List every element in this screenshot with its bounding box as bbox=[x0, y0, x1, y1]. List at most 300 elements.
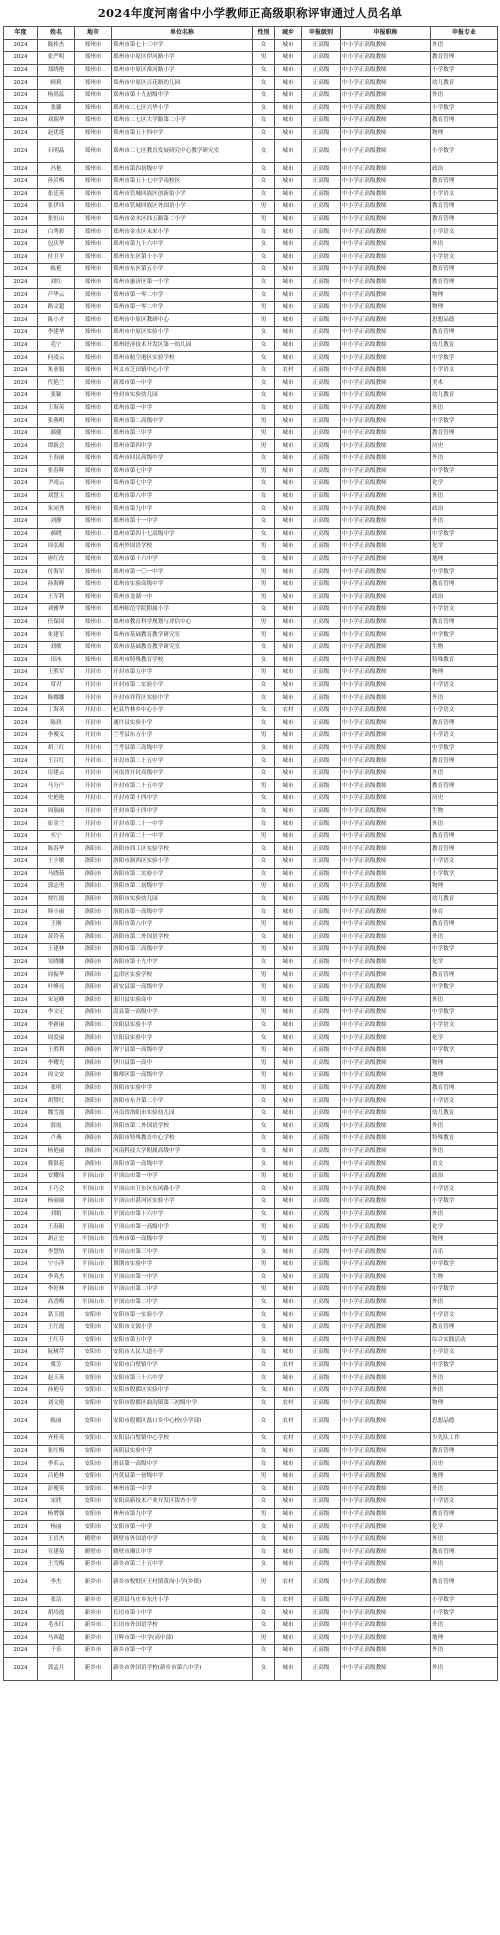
cell-unit: 宜阳县实验中学 bbox=[112, 1032, 253, 1045]
cell-year: 2024 bbox=[4, 1246, 38, 1259]
cell-name: 付卫平 bbox=[38, 251, 75, 264]
cell-city: 平顶山市 bbox=[75, 1233, 112, 1246]
cell-gender: 女 bbox=[253, 390, 275, 403]
cell-name: 宋欣 bbox=[38, 1496, 75, 1509]
cell-title: 中小学正高级教师 bbox=[341, 667, 431, 680]
table-row bbox=[4, 1082, 498, 1095]
cell-name: 崔金兰 bbox=[38, 818, 75, 831]
cell-unit: 开封市第二实验小学 bbox=[112, 679, 253, 692]
cell-urban-rural: 城市 bbox=[275, 352, 302, 365]
cell-level: 正高级 bbox=[302, 843, 341, 856]
cell-name: 黄铃英 bbox=[38, 931, 75, 944]
cell-name: 张春辉 bbox=[38, 465, 75, 478]
table-row bbox=[4, 767, 498, 780]
cell-gender: 女 bbox=[253, 1334, 275, 1347]
cell-urban-rural: 城市 bbox=[275, 213, 302, 226]
cell-unit: 郑州市第三中学 bbox=[112, 427, 253, 440]
cell-city: 郑州市 bbox=[75, 591, 112, 604]
cell-subject: 教育管理 bbox=[431, 780, 498, 793]
cell-urban-rural: 城市 bbox=[275, 1309, 302, 1322]
cell-gender: 女 bbox=[253, 39, 275, 52]
cell-urban-rural: 城市 bbox=[275, 490, 302, 503]
cell-title: 中小学正高级教师 bbox=[341, 704, 431, 717]
cell-unit: 洛阳市特殊教育中心学校 bbox=[112, 1133, 253, 1146]
table-row bbox=[4, 238, 498, 251]
cell-city: 洛阳市 bbox=[75, 893, 112, 906]
cell-title: 中小学正高级教师 bbox=[341, 1445, 431, 1458]
cell-subject: 特殊教育 bbox=[431, 1133, 498, 1146]
cell-urban-rural: 城市 bbox=[275, 1483, 302, 1496]
cell-title: 中小学正高级教师 bbox=[341, 515, 431, 528]
cell-unit: 洛宁县第一高级中学 bbox=[112, 1044, 253, 1057]
cell-title: 中小学正高级教师 bbox=[341, 102, 431, 115]
cell-year: 2024 bbox=[4, 1196, 38, 1209]
cell-year: 2024 bbox=[4, 944, 38, 957]
cell-urban-rural: 城市 bbox=[275, 1170, 302, 1183]
cell-year: 2024 bbox=[4, 1120, 38, 1133]
cell-title: 中小学正高级教师 bbox=[341, 364, 431, 377]
cell-level: 正高级 bbox=[302, 1384, 341, 1397]
cell-city: 安阳市 bbox=[75, 1347, 112, 1360]
cell-city: 洛阳市 bbox=[75, 856, 112, 869]
cell-urban-rural: 城市 bbox=[275, 1107, 302, 1120]
cell-unit: 开封市第十四中学 bbox=[112, 793, 253, 806]
cell-title: 中小学正高级教师 bbox=[341, 1470, 431, 1483]
cell-title: 中小学正高级教师 bbox=[341, 994, 431, 1007]
cell-name: 周文安 bbox=[38, 1070, 75, 1083]
cell-name: 李耀光 bbox=[38, 1057, 75, 1070]
cell-city: 郑州市 bbox=[75, 89, 112, 102]
cell-name: 胡赞红 bbox=[38, 1095, 75, 1108]
cell-level: 正高级 bbox=[302, 1309, 341, 1322]
cell-urban-rural: 城市 bbox=[275, 515, 302, 528]
cell-year: 2024 bbox=[4, 77, 38, 90]
cell-unit: 郑州市二七区兴华小学 bbox=[112, 102, 253, 115]
cell-title: 中小学正高级教师 bbox=[341, 339, 431, 352]
cell-subject: 外语 bbox=[431, 515, 498, 528]
cell-subject: 教育管理 bbox=[431, 276, 498, 289]
cell-gender: 男 bbox=[253, 301, 275, 314]
cell-title: 中小学正高级教师 bbox=[341, 1133, 431, 1146]
cell-title: 中小学正高级教师 bbox=[341, 1521, 431, 1534]
cell-level: 正高级 bbox=[302, 402, 341, 415]
cell-city: 新乡市 bbox=[75, 1619, 112, 1632]
cell-unit: 郑州市航空港区实验学校 bbox=[112, 352, 253, 365]
cell-level: 正高级 bbox=[302, 201, 341, 214]
cell-city: 郑州市 bbox=[75, 52, 112, 65]
cell-name: 李文正 bbox=[38, 1007, 75, 1020]
cell-name: 阮树芹 bbox=[38, 1347, 75, 1360]
cell-title: 中小学正高级教师 bbox=[341, 1082, 431, 1095]
cell-urban-rural: 城市 bbox=[275, 415, 302, 428]
cell-title: 中小学正高级教师 bbox=[341, 692, 431, 705]
cell-city: 平顶山市 bbox=[75, 1196, 112, 1209]
document-title: 2024年度河南省中小学教师正高级职称评审通过人员名单 bbox=[97, 6, 403, 20]
cell-urban-rural: 城市 bbox=[275, 1070, 302, 1083]
cell-subject: 小学数学 bbox=[431, 1594, 498, 1607]
cell-gender: 女 bbox=[253, 1107, 275, 1120]
cell-year: 2024 bbox=[4, 1508, 38, 1521]
cell-title: 中小学正高级教师 bbox=[341, 1496, 431, 1509]
table-row bbox=[4, 352, 498, 365]
cell-name: 王百红 bbox=[38, 755, 75, 768]
cell-year: 2024 bbox=[4, 1397, 38, 1410]
cell-name: 张璐 bbox=[38, 102, 75, 115]
table-row bbox=[4, 1145, 498, 1158]
cell-city: 郑州市 bbox=[75, 629, 112, 642]
cell-urban-rural: 城市 bbox=[275, 175, 302, 188]
cell-name: 胡三红 bbox=[38, 742, 75, 755]
table-row bbox=[4, 578, 498, 591]
cell-gender: 女 bbox=[253, 1619, 275, 1632]
table-row bbox=[4, 1221, 498, 1234]
cell-gender: 女 bbox=[253, 1657, 275, 1680]
cell-urban-rural: 城市 bbox=[275, 1645, 302, 1658]
cell-year: 2024 bbox=[4, 541, 38, 554]
cell-unit: 汝阳县实验小学 bbox=[112, 1019, 253, 1032]
cell-unit: 洛阳市第二外国语学校 bbox=[112, 1120, 253, 1133]
cell-unit: 安阳市文源小学 bbox=[112, 1321, 253, 1334]
cell-unit: 偃师区第一高级中学 bbox=[112, 1070, 253, 1083]
cell-gender: 男 bbox=[253, 566, 275, 579]
cell-name: 王岩杰 bbox=[38, 1533, 75, 1546]
cell-level: 正高级 bbox=[302, 856, 341, 869]
cell-urban-rural: 农村 bbox=[275, 1410, 302, 1433]
cell-subject: 体育 bbox=[431, 906, 498, 919]
cell-city: 郑州市 bbox=[75, 566, 112, 579]
cell-level: 正高级 bbox=[302, 994, 341, 1007]
cell-city: 开封市 bbox=[75, 767, 112, 780]
cell-unit: 新郑市第一中学 bbox=[112, 377, 253, 390]
cell-title: 中小学正高级教师 bbox=[341, 578, 431, 591]
cell-gender: 男 bbox=[253, 213, 275, 226]
cell-subject: 外语 bbox=[431, 1372, 498, 1385]
cell-name: 韩小丽 bbox=[38, 906, 75, 919]
cell-unit: 杞县竹林乡中心小学 bbox=[112, 704, 253, 717]
cell-level: 正高级 bbox=[302, 1221, 341, 1234]
cell-name: 于乐 bbox=[38, 1645, 75, 1658]
cell-urban-rural: 城市 bbox=[275, 730, 302, 743]
cell-gender: 男 bbox=[253, 541, 275, 554]
cell-level: 正高级 bbox=[302, 906, 341, 919]
cell-city: 郑州市 bbox=[75, 541, 112, 554]
cell-gender: 女 bbox=[253, 1208, 275, 1221]
cell-title: 中小学正高级教师 bbox=[341, 1410, 431, 1433]
cell-name: 尹靖云 bbox=[38, 478, 75, 491]
cell-level: 正高级 bbox=[302, 591, 341, 604]
cell-city: 新乡市 bbox=[75, 1632, 112, 1645]
cell-name: 刘娟 bbox=[38, 1208, 75, 1221]
cell-year: 2024 bbox=[4, 981, 38, 994]
cell-name: 常君 bbox=[38, 679, 75, 692]
cell-year: 2024 bbox=[4, 641, 38, 654]
table-row bbox=[4, 140, 498, 163]
cell-city: 平顶山市 bbox=[75, 1271, 112, 1284]
cell-unit: 郑州市第七十三中学 bbox=[112, 39, 253, 52]
cell-year: 2024 bbox=[4, 213, 38, 226]
cell-title: 中小学正高级教师 bbox=[341, 868, 431, 881]
cell-city: 平顶山市 bbox=[75, 1221, 112, 1234]
cell-year: 2024 bbox=[4, 830, 38, 843]
cell-level: 正高级 bbox=[302, 641, 341, 654]
cell-city: 新乡市 bbox=[75, 1645, 112, 1658]
column-header: 地市 bbox=[75, 27, 112, 40]
cell-unit: 嵩县第一高级中学 bbox=[112, 1007, 253, 1020]
column-header: 姓名 bbox=[38, 27, 75, 40]
cell-year: 2024 bbox=[4, 264, 38, 277]
cell-unit: 延津县马庄乡东庄小学 bbox=[112, 1594, 253, 1607]
cell-name: 安耀伟 bbox=[38, 1170, 75, 1183]
cell-city: 平顶山市 bbox=[75, 1170, 112, 1183]
cell-unit: 内黄县第一初级中学 bbox=[112, 1470, 253, 1483]
cell-subject: 外语 bbox=[431, 931, 498, 944]
cell-urban-rural: 城市 bbox=[275, 390, 302, 403]
cell-unit: 洛阳市第十九中学 bbox=[112, 956, 253, 969]
cell-subject: 小学语文 bbox=[431, 1095, 498, 1108]
cell-year: 2024 bbox=[4, 553, 38, 566]
cell-city: 平顶山市 bbox=[75, 1259, 112, 1272]
cell-level: 正高级 bbox=[302, 465, 341, 478]
cell-title: 中小学正高级教师 bbox=[341, 352, 431, 365]
cell-name: 史艳艳 bbox=[38, 793, 75, 806]
table-row bbox=[4, 1321, 498, 1334]
cell-gender: 女 bbox=[253, 604, 275, 617]
table-row bbox=[4, 956, 498, 969]
cell-title: 中小学正高级教师 bbox=[341, 1044, 431, 1057]
cell-urban-rural: 城市 bbox=[275, 52, 302, 65]
cell-unit: 鹤壁市外国语中学 bbox=[112, 1533, 253, 1546]
cell-year: 2024 bbox=[4, 1032, 38, 1045]
cell-year: 2024 bbox=[4, 1019, 38, 1032]
cell-gender: 女 bbox=[253, 1019, 275, 1032]
cell-city: 郑州市 bbox=[75, 427, 112, 440]
table-row bbox=[4, 1032, 498, 1045]
cell-city: 洛阳市 bbox=[75, 931, 112, 944]
cell-gender: 女 bbox=[253, 515, 275, 528]
cell-level: 正高级 bbox=[302, 692, 341, 705]
cell-urban-rural: 城市 bbox=[275, 1334, 302, 1347]
cell-gender: 女 bbox=[253, 478, 275, 491]
cell-city: 洛阳市 bbox=[75, 918, 112, 931]
cell-urban-rural: 城市 bbox=[275, 1007, 302, 1020]
cell-year: 2024 bbox=[4, 1607, 38, 1620]
cell-name: 张颖 bbox=[38, 390, 75, 403]
cell-unit: 郑州市第一〇一中学 bbox=[112, 566, 253, 579]
cell-year: 2024 bbox=[4, 616, 38, 629]
cell-gender: 女 bbox=[253, 528, 275, 541]
cell-title: 中小学正高级教师 bbox=[341, 415, 431, 428]
cell-year: 2024 bbox=[4, 1208, 38, 1221]
table-body bbox=[4, 39, 498, 1680]
cell-year: 2024 bbox=[4, 276, 38, 289]
cell-year: 2024 bbox=[4, 289, 38, 302]
cell-subject: 少先队工作 bbox=[431, 1433, 498, 1446]
cell-subject: 政治 bbox=[431, 163, 498, 176]
cell-unit: 郑州市特殊教育学校 bbox=[112, 654, 253, 667]
cell-title: 中小学正高级教师 bbox=[341, 1594, 431, 1607]
cell-level: 正高级 bbox=[302, 175, 341, 188]
cell-name: 刘慧玉 bbox=[38, 490, 75, 503]
cell-year: 2024 bbox=[4, 654, 38, 667]
cell-subject: 中学数学 bbox=[431, 1044, 498, 1057]
cell-gender: 男 bbox=[253, 1007, 275, 1020]
cell-urban-rural: 城市 bbox=[275, 1032, 302, 1045]
cell-name: 杨艳丽 bbox=[38, 1145, 75, 1158]
cell-title: 中小学正高级教师 bbox=[341, 1259, 431, 1272]
cell-city: 洛阳市 bbox=[75, 1019, 112, 1032]
cell-subject: 生物 bbox=[431, 1271, 498, 1284]
cell-city: 郑州市 bbox=[75, 402, 112, 415]
cell-subject: 小学数学 bbox=[431, 140, 498, 163]
cell-subject: 小学语文 bbox=[431, 730, 498, 743]
table-row bbox=[4, 654, 498, 667]
cell-subject: 外语 bbox=[431, 767, 498, 780]
cell-subject: 化学 bbox=[431, 1521, 498, 1534]
cell-subject: 小学语文 bbox=[431, 251, 498, 264]
cell-title: 中小学正高级教师 bbox=[341, 1559, 431, 1572]
cell-unit: 郑州市第十六中学 bbox=[112, 553, 253, 566]
cell-subject: 小学数学 bbox=[431, 1196, 498, 1209]
cell-title: 中小学正高级教师 bbox=[341, 881, 431, 894]
cell-subject: 小学语文 bbox=[431, 364, 498, 377]
cell-subject: 教育管理 bbox=[431, 918, 498, 931]
cell-gender: 男 bbox=[253, 881, 275, 894]
table-row bbox=[4, 742, 498, 755]
cell-level: 正高级 bbox=[302, 1372, 341, 1385]
cell-urban-rural: 城市 bbox=[275, 1233, 302, 1246]
cell-name: 葛玉霞 bbox=[38, 1309, 75, 1322]
cell-city: 安阳市 bbox=[75, 1521, 112, 1534]
table-row bbox=[4, 641, 498, 654]
cell-title: 中小学正高级教师 bbox=[341, 1032, 431, 1045]
cell-unit: 郑州市东区第五小学 bbox=[112, 264, 253, 277]
cell-gender: 男 bbox=[253, 1470, 275, 1483]
cell-unit: 郑州市第九中学 bbox=[112, 503, 253, 516]
cell-level: 正高级 bbox=[302, 1032, 341, 1045]
cell-urban-rural: 城市 bbox=[275, 742, 302, 755]
cell-title: 中小学正高级教师 bbox=[341, 629, 431, 642]
cell-level: 正高级 bbox=[302, 818, 341, 831]
cell-city: 郑州市 bbox=[75, 440, 112, 453]
cell-gender: 女 bbox=[253, 553, 275, 566]
cell-level: 正高级 bbox=[302, 478, 341, 491]
cell-name: 朱建军 bbox=[38, 629, 75, 642]
table-row bbox=[4, 1372, 498, 1385]
cell-city: 郑州市 bbox=[75, 339, 112, 352]
table-row bbox=[4, 1334, 498, 1347]
cell-gender: 男 bbox=[253, 1259, 275, 1272]
cell-urban-rural: 城市 bbox=[275, 780, 302, 793]
table-row bbox=[4, 881, 498, 894]
cell-gender: 女 bbox=[253, 1271, 275, 1284]
cell-subject: 美术 bbox=[431, 377, 498, 390]
cell-city: 安阳市 bbox=[75, 1470, 112, 1483]
cell-name: 郭志勇 bbox=[38, 881, 75, 894]
cell-urban-rural: 城市 bbox=[275, 616, 302, 629]
cell-gender: 男 bbox=[253, 629, 275, 642]
cell-city: 安阳市 bbox=[75, 1433, 112, 1446]
cell-city: 郑州市 bbox=[75, 140, 112, 163]
cell-city: 郑州市 bbox=[75, 578, 112, 591]
table-row bbox=[4, 1133, 498, 1146]
cell-city: 郑州市 bbox=[75, 213, 112, 226]
cell-subject: 教育管理 bbox=[431, 427, 498, 440]
cell-title: 中小学正高级教师 bbox=[341, 843, 431, 856]
cell-year: 2024 bbox=[4, 1521, 38, 1534]
cell-name: 陈艳 bbox=[38, 264, 75, 277]
cell-city: 郑州市 bbox=[75, 641, 112, 654]
cell-subject: 教育管理 bbox=[431, 52, 498, 65]
cell-urban-rural: 城市 bbox=[275, 201, 302, 214]
cell-unit: 洛阳市西工区实验学校 bbox=[112, 843, 253, 856]
cell-gender: 男 bbox=[253, 780, 275, 793]
cell-title: 中小学正高级教师 bbox=[341, 830, 431, 843]
cell-gender: 女 bbox=[253, 692, 275, 705]
cell-city: 洛阳市 bbox=[75, 1032, 112, 1045]
table-row bbox=[4, 1607, 498, 1620]
cell-urban-rural: 农村 bbox=[275, 364, 302, 377]
cell-year: 2024 bbox=[4, 1632, 38, 1645]
column-header: 年度 bbox=[4, 27, 38, 40]
table-row bbox=[4, 201, 498, 214]
table-row bbox=[4, 1470, 498, 1483]
cell-gender: 女 bbox=[253, 1397, 275, 1410]
cell-urban-rural: 城市 bbox=[275, 679, 302, 692]
cell-year: 2024 bbox=[4, 1619, 38, 1632]
cell-urban-rural: 城市 bbox=[275, 1044, 302, 1057]
cell-city: 洛阳市 bbox=[75, 906, 112, 919]
table-row bbox=[4, 1645, 498, 1658]
cell-city: 郑州市 bbox=[75, 127, 112, 140]
cell-gender: 男 bbox=[253, 427, 275, 440]
cell-subject: 教育管理 bbox=[431, 213, 498, 226]
cell-subject: 物理 bbox=[431, 301, 498, 314]
cell-year: 2024 bbox=[4, 906, 38, 919]
cell-title: 中小学正高级教师 bbox=[341, 1246, 431, 1259]
cell-urban-rural: 城市 bbox=[275, 981, 302, 994]
cell-year: 2024 bbox=[4, 1347, 38, 1360]
cell-city: 郑州市 bbox=[75, 503, 112, 516]
cell-year: 2024 bbox=[4, 453, 38, 466]
cell-unit: 兰考县东方小学 bbox=[112, 730, 253, 743]
cell-subject: 小学语文 bbox=[431, 1019, 498, 1032]
cell-year: 2024 bbox=[4, 163, 38, 176]
cell-subject: 教育管理 bbox=[431, 1445, 498, 1458]
cell-title: 中小学正高级教师 bbox=[341, 1158, 431, 1171]
cell-city: 开封市 bbox=[75, 755, 112, 768]
cell-gender: 女 bbox=[253, 364, 275, 377]
table-row bbox=[4, 1057, 498, 1070]
cell-city: 洛阳市 bbox=[75, 944, 112, 957]
cell-year: 2024 bbox=[4, 201, 38, 214]
cell-subject: 历史 bbox=[431, 440, 498, 453]
cell-gender: 女 bbox=[253, 175, 275, 188]
cell-name: 顾莉 bbox=[38, 77, 75, 90]
cell-year: 2024 bbox=[4, 402, 38, 415]
cell-city: 开封市 bbox=[75, 679, 112, 692]
cell-title: 中小学正高级教师 bbox=[341, 1619, 431, 1632]
cell-title: 中小学正高级教师 bbox=[341, 1347, 431, 1360]
cell-level: 正高级 bbox=[302, 1521, 341, 1534]
cell-city: 郑州市 bbox=[75, 415, 112, 428]
cell-name: 陈丽 bbox=[38, 1410, 75, 1433]
cell-name: 李好林 bbox=[38, 1284, 75, 1297]
cell-name: 卢燕 bbox=[38, 1133, 75, 1146]
cell-subject: 小学语文 bbox=[431, 226, 498, 239]
cell-unit: 郑州市第一零二中学 bbox=[112, 301, 253, 314]
cell-title: 中小学正高级教师 bbox=[341, 251, 431, 264]
cell-name: 芦华云 bbox=[38, 289, 75, 302]
